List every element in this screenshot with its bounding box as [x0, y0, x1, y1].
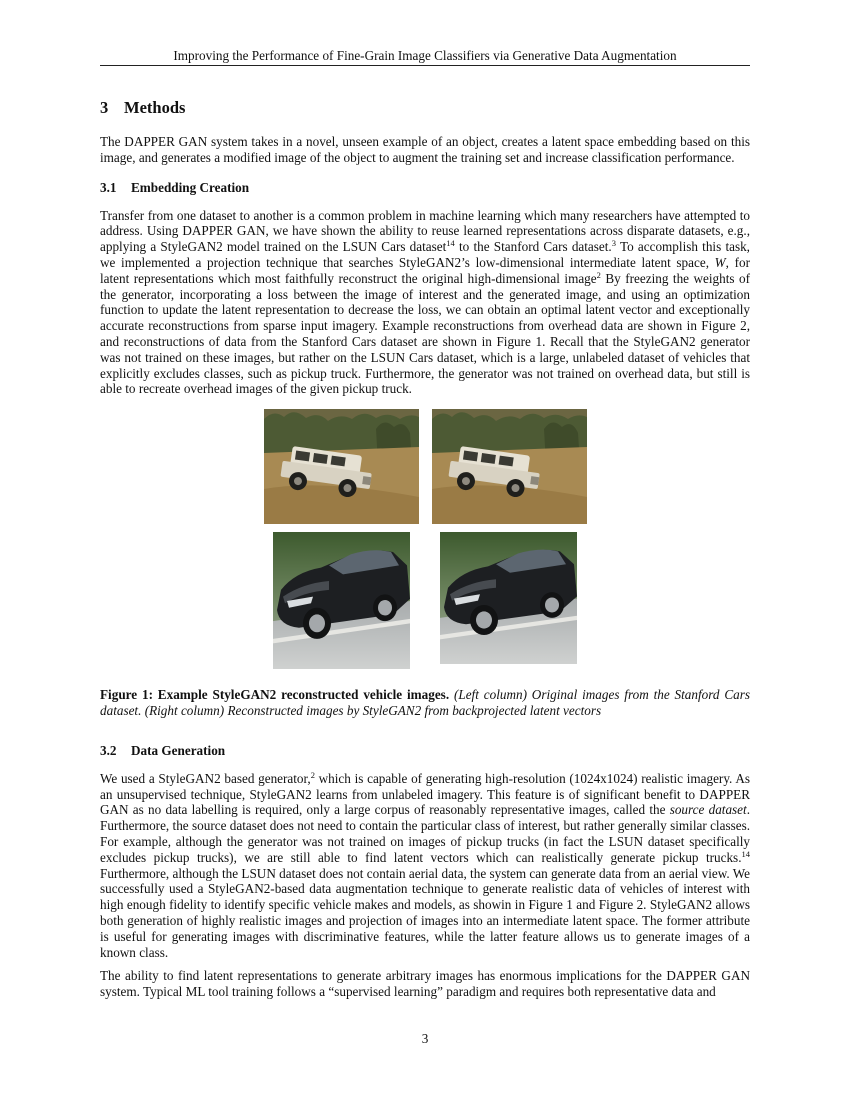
subsection-number: 3.2	[100, 742, 117, 758]
text-run: To accomplish this task, we implemented a projection technique that searches StyleGAN2’s low-dimensional intermediate latent space,	[100, 239, 750, 270]
citation-ref: 14	[446, 238, 455, 249]
page-number: 3	[421, 1031, 429, 1046]
original-acura-image	[273, 532, 410, 669]
caption-label: Figure 1: Example StyleGAN2 reconstructed vehicle images.	[100, 687, 450, 703]
running-head: Improving the Performance of Fine-Grain Image Classifiers via Generative Data Augmentation	[173, 48, 677, 63]
reconstructed-hummer-image	[432, 409, 587, 524]
citation-ref: 3	[611, 238, 616, 249]
original-hummer-image	[264, 409, 419, 524]
section-title: Methods	[124, 98, 186, 117]
section-heading	[100, 98, 750, 118]
text-run: . Furthermore, the source dataset does not need to contain the particular class of interest, but rather generally similar classes. For example, although the generator was not trained on images of pickup trucks (in fact the LSUN dataset specifically excludes pickup trucks), we are still able to find latent vectors which can realistically generate pickup trucks.	[100, 802, 750, 865]
subsection-title: Embedding Creation	[131, 179, 250, 195]
text-run: Transfer from one dataset to another is a common problem in machine learning which many researchers have attempted to address. Using DAPPER GAN, we have shown the ability to reuse learned representations across disparate datasets, e.g., applying a StyleGAN2 model trained on the LSUN Cars dataset	[100, 207, 750, 255]
figure-1	[100, 409, 750, 679]
header-rule	[100, 65, 750, 66]
figure-1-caption	[100, 687, 750, 719]
citation-ref: 2	[310, 769, 315, 780]
caption-text: (Left column) Original images from the Stanford Cars dataset. (Right column) Reconstructed images by StyleGAN2 from backprojected latent vectors	[100, 687, 751, 718]
text-run: Furthermore, although the LSUN dataset does not contain aerial data, the system can generate data from an aerial view. We successfully used a StyleGAN2-based data augmentation technique to generate realistic data of vehicles of interest with high enough fidelity to identify specific vehicle makes and models, as showin in Figure 1 and Figure 2. StyleGAN2 allows both generation of highly realistic images and projection of images into an intermediate latent space. The former attribute is useful for generating images with discriminative features, while the latter feature allows us to generate images of a known class.	[100, 865, 750, 960]
citation-ref: 14	[741, 848, 750, 859]
italic-term: source dataset	[669, 802, 747, 818]
citation-ref: 2	[596, 269, 601, 280]
subsection-heading-embedding	[100, 180, 750, 196]
text-run: By freezing the weights of the generator, incorporating a loss between the image of interest and the generated image, and using an optimization function to update the latent representation to decrease the loss, we can obtain an optimal latent vector and exceptionally accurate reconstructions from sparse input imagery. Example reconstructions from overhead data are shown in Figure 2, and reconstructions of data from the Stanford Cars dataset are shown in Figure 1. Recall that the StyleGAN2 generator was not trained on these images, but rather on the LSUN Cars dataset, which is a large, unlabeled dataset of vehicles that explicitly excludes classes, such as pickup truck. Furthermore, the generator was not trained on overhead data, but still is able to recreate overhead images of the given pickup truck.	[100, 270, 750, 397]
latent-representation-paragraph: The ability to find latent representations to generate arbitrary images has enormous implications for the DAPPER GAN system. Typical ML tool training follows a “supervised learning” paradigm and requires both representative data and	[100, 968, 750, 1000]
section-number: 3	[100, 98, 109, 117]
reconstructed-acura-image	[440, 532, 577, 664]
page-body	[100, 98, 750, 1008]
subsection-title: Data Generation	[131, 742, 226, 758]
subsection-number: 3.1	[100, 179, 117, 195]
data-generation-paragraph	[100, 771, 750, 961]
text-run: We used a StyleGAN2 based generator,	[100, 770, 311, 786]
text-run: to the Stanford Cars dataset.	[454, 239, 612, 255]
text-run: which is capable of generating high-resolution (1024x1024) realistic imagery. As an unsupervised technique, StyleGAN2 learns from unlabeled imagery. This feature is of significant benefit to DAPPER GAN as no data labelling is required, only a large corpus of reasonably representative images, called the	[100, 770, 750, 818]
subsection-heading-data-generation	[100, 743, 750, 759]
text-run: , for latent representations which most faithfully reconstruct the original high-dimensional image	[100, 254, 750, 286]
math-variable: W	[714, 254, 726, 270]
embedding-paragraph	[100, 208, 750, 398]
section-intro-paragraph: The DAPPER GAN system takes in a novel, unseen example of an object, creates a latent space embedding based on this image, and generates a modified image of the object to augment the training set and increase classification performance.	[100, 134, 750, 165]
